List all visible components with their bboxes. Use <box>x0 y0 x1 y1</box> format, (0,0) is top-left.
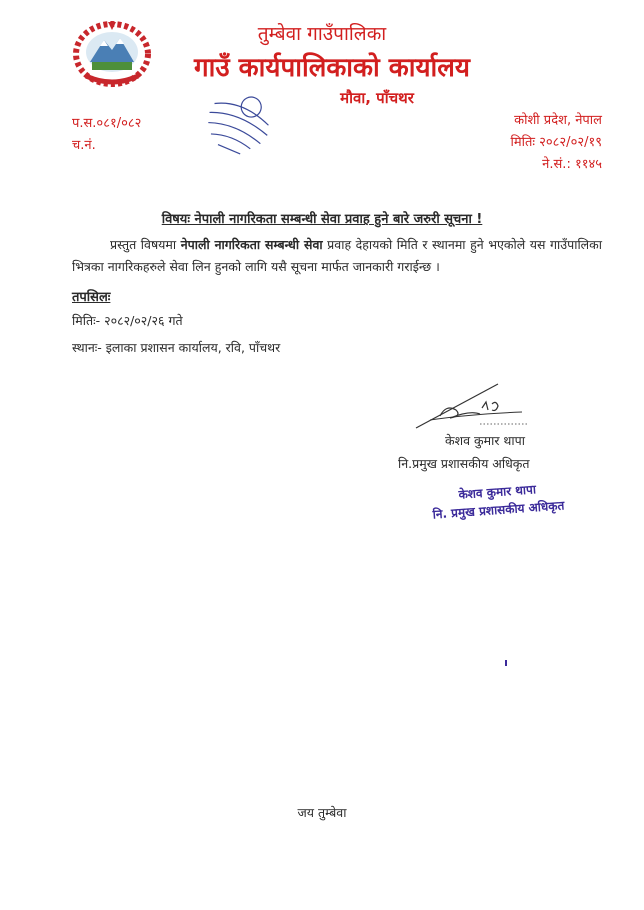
office-stamp-icon <box>196 86 282 158</box>
notice-subject <box>0 209 644 227</box>
notice-body <box>72 234 602 278</box>
date-block <box>510 110 602 176</box>
footer-slogan: जय तुम्बेवा <box>297 805 347 820</box>
office-title: गाउँ कार्यपालिकाको कार्यालय <box>194 53 470 83</box>
fiscal-year-ref: प.स.०८१/०८२ <box>72 116 142 131</box>
body-highlight: नेपाली नागरिकता सम्बन्धी सेवा <box>180 237 323 252</box>
office-location: मौवा, पाँचथर <box>340 89 414 107</box>
nepal-sambat-number: ने.सं.: ११४५ <box>542 157 602 172</box>
signatory-name: केशव कुमार थापा <box>445 433 525 448</box>
body-end: प्रवाह देहायको मिति र स्थानमा हुने भएकोले यस गाउँपालिका भित्रका नागरिकहरुले सेवा लिन हुनको लागि यसै सूचना मार्फत जानकारी गराईन्छ । <box>72 237 602 274</box>
subject-text: विषयः नेपाली नागरिकता सम्बन्धी सेवा प्रवाह हुने बारे जरुरी सूचना ! <box>161 212 483 227</box>
reference-block <box>72 113 141 157</box>
details-place: स्थानः- इलाका प्रशासन कार्यालय, रवि, पाँचथर <box>72 340 281 355</box>
letter-date: मितिः २०८२/०२/१९ <box>510 135 602 150</box>
ink-mark <box>505 660 507 666</box>
body-start: प्रस्तुत विषयमा <box>110 237 181 252</box>
details-date: मितिः- २०८२/०२/२६ गते <box>72 313 183 328</box>
details-heading: तपसिलः <box>72 290 111 305</box>
handwritten-signature-icon <box>410 380 530 432</box>
dispatch-number: च.नं. <box>72 138 96 153</box>
signatory-post: नि.प्रमुख प्रशासकीय अधिकृत <box>398 456 530 471</box>
municipality-name: तुम्बेवा गाउँपालिका <box>257 23 387 45</box>
seal-post: नि. प्रमुख प्रशासकीय अधिकृत <box>432 498 565 522</box>
province-label: कोशी प्रदेश, नेपाल <box>514 113 602 128</box>
name-seal <box>427 478 569 528</box>
seal-name: केशव कुमार थापा <box>458 482 537 502</box>
